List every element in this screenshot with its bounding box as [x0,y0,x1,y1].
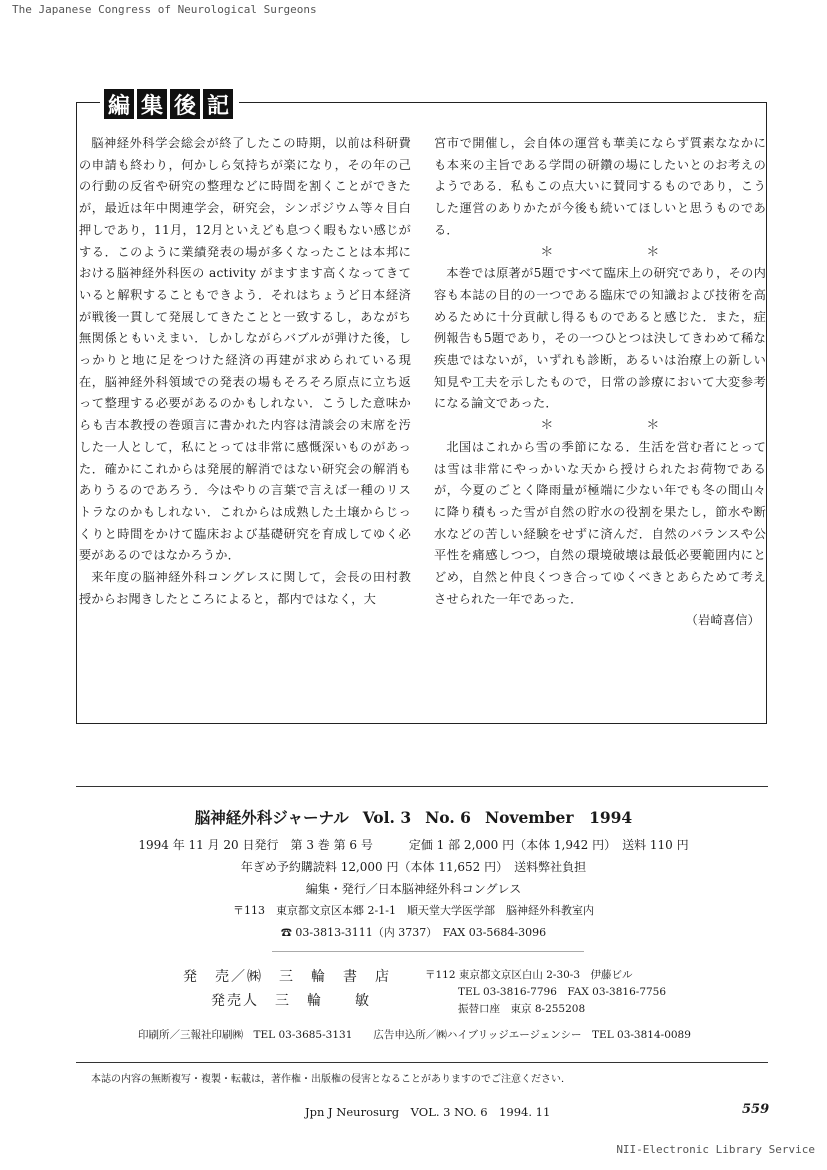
paragraph: 本巻では原著が5題ですべて臨床上の研究であり，その内容も本誌の目的の一つである臨床での知識および技術を高めるために十分貢献し得るものであると感じた．また，症例報告も5題であり，その一つひとつは決してきわめて稀な疾患ではないが，いずれも診断，あるいは治療上の新しい知見や工夫を示したもので，日常の診療において大変参考になる論文であった． [434,266,766,411]
star-mark: ＊ [540,418,554,434]
editor-note-left-column [79,133,411,610]
source-header: The Japanese Congress of Neurological Surgeons [12,3,317,16]
divider [272,951,584,952]
subscription-info: 年ぎめ予約購読料 12,000 円（本体 11,652 円） 送料弊社負担 [240,860,587,874]
title-char: 集 [137,89,167,119]
seller-phone: TEL 03-3816-7796 FAX 03-3816-7756 [458,986,667,998]
author-signature: （岩崎喜信） [685,613,760,628]
title-char: 記 [203,89,233,119]
printer-info: 印刷所／三報社印刷㈱ TEL 03-3685-3131 広告申込所／㈱ハイブリッジエージェンシー TEL 03-3814-0089 [138,1029,691,1041]
paragraph: 北国はこれから雪の季節になる．生活を営む者にとっては雪は非常にやっかいな天から授けられたお荷物であるが，今夏のごとく降雨量が極端に少ない年でも冬の間山々に降り積もった雪が自然の貯水の役割を果たし，節水や断水などの苦しい経験をせずに済んだ．自然のバランスや公平性を痛感しつつ，自然の環境破壊は最低必要範囲内にとどめ，自然と仲良くつき合ってゆくべきとあらためて考えさせられた一年であった． [434,439,766,606]
seller-address: 〒112 東京都文京区白山 2-30-3 伊藤ビル [425,969,633,981]
journal-name: 脳神経外科ジャーナル [194,808,349,827]
paragraph-continuation: 宮市で開催し，会自体の運営も華美にならず質素ななかにも本来の主旨である学問の研鑽の場にしたいとのお考えのようである．私もこの点大いに賛同するものであり，こうした運営のありかたが今後も続いてほしいと思うものである． [434,136,766,237]
editor-note-title [100,89,239,119]
journal-volume: Vol. 3 [362,808,412,827]
publisher-person: 発売人 三 輪 敏 [211,993,371,1009]
section-divider [434,242,766,264]
paragraph: 脳神経外科学会総会が終了したこの時期，以前は科研費の申請も終わり，何かしら気持ちが楽になり，その年の己の行動の反省や研究の整理などに時間を割くことができたが，最近は年中関連学会，研究会，シンポジウム等々目白押しであり，11月，12月といえども息つく暇もない感じがする．このように業績発表の場が多くなったことは本邦における脳神経外科医の activity がますます高くなってきていると解釈することもできよう．それはちょうど日本経済が戦後一貫して発展してきたことと一致するし，あながち無関係ともいえまい．しかしながらバブルが弾けた後，しっかりと地に足をつけた経済の再建が求められている現在，脳神経外科領域での発表の場もそろそろ原点に立ち返って整理する必要があるのかもしれない．こうした意味からも吉本教授の巻頭言に書かれた内容は清談会の末席を汚した一人として，私にとっては非常に感慨深いものがあった．確かにこれからは発展的解消ではない研究会の解消もありうるのであろう．今はやりの言葉で言えば一種のリストラなのかもしれない．これからは成熟した土壌からじっくりと時間をかけて臨床および基礎研究を育成してゆく必要があるのではなかろうか． [79,136,411,563]
seller: 発 売／㈱ 三 輪 書 店 [183,969,391,985]
star-mark: ＊ [646,418,660,434]
paragraph: 来年度の脳神経外科コングレスに関して，会長の田村教授からお聞きしたところによると，都内ではなく，大 [79,570,411,606]
issue-info: 1994 年 11 月 20 日発行 第 3 巻 第 6 号 定価 1 部 2,000 円（本体 1,942 円） 送料 110 円 [138,838,689,852]
journal-number: No. 6 [425,808,471,827]
editor-publisher: 編集・発行／日本脳神経外科コングレス [305,882,522,896]
section-divider [434,415,766,437]
journal-title-line [0,806,827,828]
source-footer: NII-Electronic Library Service [616,1143,815,1156]
editorial-contact: ☎ 03-3813-3111（内 3737） FAX 03-5684-3096 [280,926,547,939]
title-char: 編 [104,89,134,119]
title-char: 後 [170,89,200,119]
page-citation: Jpn J Neurosurg VOL. 3 NO. 6 1994. 11 [305,1105,551,1119]
seller-account: 振替口座 東京 8-255208 [458,1003,586,1015]
page-number: 559 [742,1102,770,1117]
copyright-notice: 本誌の内容の無断複写・複製・転載は，著作権・出版権の侵害となることがありますのでご注意ください． [91,1074,571,1085]
divider [76,786,768,787]
star-mark: ＊ [540,244,554,260]
divider [76,1062,768,1063]
editor-note-right-column [434,133,766,632]
star-mark: ＊ [646,244,660,260]
editorial-address: 〒113 東京都文京区本郷 2-1-1 順天堂大学医学部 脳神経外科教室内 [233,904,594,917]
journal-date: November 1994 [484,808,633,827]
